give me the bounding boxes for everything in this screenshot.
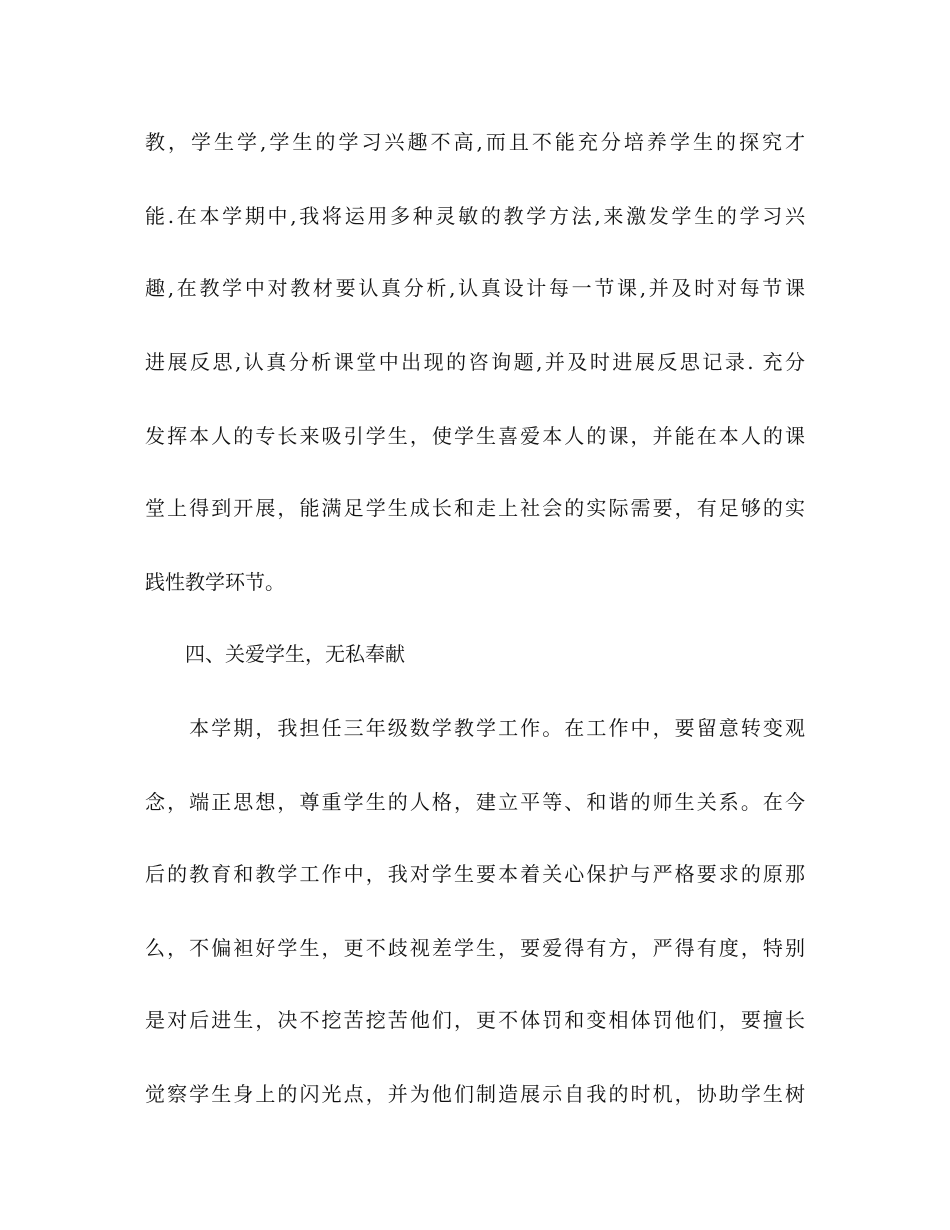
text-line: 教，学生学,学生的学习兴趣不高,而且不能充分培养学生的探究才 bbox=[145, 130, 805, 154]
text-line: 本学期，我担任三年级数学教学工作。在工作中，要留意转变观 bbox=[145, 716, 805, 740]
text-line: 进展反思,认真分析课堂中出现的咨询题,并及时进展反思记录. 充分 bbox=[145, 350, 805, 374]
section-heading: 四、关爱学生，无私奉献 bbox=[145, 642, 405, 666]
text-line: 践性教学环节。 bbox=[145, 570, 285, 594]
text-line: 念，端正思想，尊重学生的人格，建立平等、和谐的师生关系。在今 bbox=[145, 790, 805, 814]
text-line: 发挥本人的专长来吸引学生，使学生喜爱本人的课，并能在本人的课 bbox=[145, 424, 805, 448]
text-line: 是对后进生，决不挖苦挖苦他们，更不体罚和变相体罚他们，要擅长 bbox=[145, 1008, 805, 1032]
text-line: 趣,在教学中对教材要认真分析,认真设计每一节课,并及时对每节课 bbox=[145, 276, 805, 300]
text-line: 能.在本学期中,我将运用多种灵敏的教学方法,来激发学生的学习兴 bbox=[145, 204, 805, 228]
text-line: 堂上得到开展，能满足学生成长和走上社会的实际需要，有足够的实 bbox=[145, 496, 805, 520]
text-line: 后的教育和教学工作中，我对学生要本着关心保护与严格要求的原那 bbox=[145, 862, 805, 886]
text-line: 么，不偏袒好学生，更不歧视差学生，要爱得有方，严得有度，特别 bbox=[145, 936, 805, 960]
text-line: 觉察学生身上的闪光点，并为他们制造展示自我的时机，协助学生树 bbox=[145, 1082, 805, 1106]
